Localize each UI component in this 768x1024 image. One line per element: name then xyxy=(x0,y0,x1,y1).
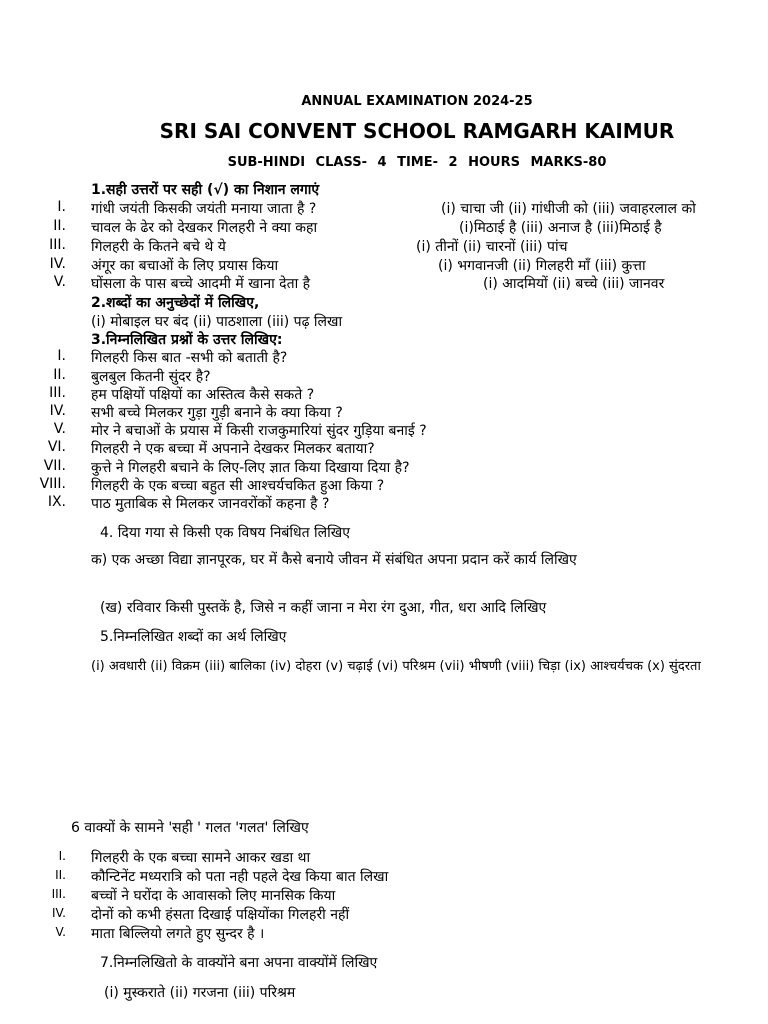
q1-item-options: (i) चाचा जी (ii) गांधीजी को (iii) जवाहरलाल को xyxy=(441,201,696,217)
q6-item-text: माता बिल्लियो लगते हुए सुन्दर है । xyxy=(91,926,265,942)
q3-item-text: गिलहरी ने एक बच्चा में अपनाने देखकर मिलकर बताया? xyxy=(91,441,375,457)
q1-item-options: (i) आदमियों (ii) बच्चे (iii) जानवर xyxy=(483,276,665,292)
q6-item-num: III. xyxy=(51,887,66,901)
q1-item-options: (i)मिठाई है (iii) अनाज है (iii)मिठाई है xyxy=(459,220,662,236)
q3-item-text: मोर ने बचाओं के प्रयास में किसी राजकुमारियां सुंदर गुड़िया बनाई ? xyxy=(91,423,427,439)
q3-item-num: IV. xyxy=(49,403,66,419)
q6-item-num: V. xyxy=(55,925,66,939)
school-name: SRI SAI CONVENT SCHOOL RAMGARH KAIMUR xyxy=(159,119,675,143)
q4-option-b: (ख) रविवार किसी पुस्तकें है, जिसे न कहीं जाना न मेरा रंग दुआ, गीत, धरा आदि लिखिए xyxy=(100,600,547,616)
q3-item-num: III. xyxy=(49,385,66,401)
q1-item-options: (i) तीनों (ii) चारनों (iii) पांच xyxy=(416,239,568,255)
q3-item-text: गिलहरी किस बात -सभी को बताती है? xyxy=(91,350,288,366)
exam-title: ANNUAL EXAMINATION 2024-25 xyxy=(301,94,533,109)
q3-item-num: VI. xyxy=(47,439,66,455)
q6-item-num: IV. xyxy=(51,906,66,920)
q5-words: (i) अवधारी (ii) विक्रम (iii) बालिका (iv) दोहरा (v) चढ़ाई (vi) परिश्रम (vii) भीषणी (viii) चिड़ा (ix) आश्चर्यचक (x) सुंदरता xyxy=(91,659,701,674)
q6-item-num: II. xyxy=(55,868,66,882)
q2-words: (i) मोबाइल घर बंद (ii) पाठशाला (iii) पढ़ लिखा xyxy=(91,314,343,330)
q1-item-num: V. xyxy=(53,274,66,290)
q1-item-text: गांधी जयंती किसकी जयंती मनाया जाता है ? xyxy=(91,201,317,217)
q4-option-a: क) एक अच्छा विद्या ज्ञानपूरक, घर में कैसे बनाये जीवन में संबंधित अपना प्रदान करें कार्य लिखिए xyxy=(91,552,577,568)
q1-item-text: अंगूर का बचाओं के लिए प्रयास किया xyxy=(91,258,279,274)
q3-item-num: VII. xyxy=(43,458,66,474)
q3-item-num: II. xyxy=(53,367,66,383)
q2-heading: 2.शब्दों का अनुच्छेदों में लिखिए, xyxy=(91,295,260,311)
q3-item-text: पाठ मुताबिक से मिलकर जानवरोंकों कहना है ? xyxy=(91,496,330,512)
q1-item-num: II. xyxy=(53,218,66,234)
q1-item-options: (i) भगवानजी (ii) गिलहरी माँ (iii) कुत्ता xyxy=(438,258,646,274)
q6-item-text: कौन्टिनेंट मध्यरात्रि को पता नही पहले देख किया बात लिखा xyxy=(91,869,389,885)
q3-item-text: गिलहरी के एक बच्चा बहुत सी आश्चर्यचकित हुआ किया ? xyxy=(91,478,385,494)
q3-item-num: VIII. xyxy=(39,476,66,492)
q3-item-text: बुलबुल कितनी सुंदर है? xyxy=(91,369,211,385)
q3-item-num: V. xyxy=(53,421,66,437)
q3-heading: 3.निम्नलिखित प्रश्नों के उत्तर लिखिए: xyxy=(91,332,283,348)
q7-heading: 7.निम्नलिखितो के वाक्योंने बना अपना वाक्योंमें लिखिए xyxy=(100,955,378,971)
q6-item-text: दोनों को कभी हंसता दिखाई पक्षियोंका गिलहरी नहीं xyxy=(91,907,350,923)
q3-item-text: हम पक्षियों पक्षियों का अस्तित्व कैसे सकते ? xyxy=(91,387,315,403)
q1-item-text: गिलहरी के कितने बचे थे ये xyxy=(91,239,226,255)
exam-meta: SUB-HINDI CLASS- 4 TIME- 2 HOURS MARKS-80 xyxy=(227,155,607,170)
q1-heading: 1.सही उत्तरों पर सही (√) का निशान लगाएं xyxy=(91,182,320,198)
q1-item-num: IV. xyxy=(49,256,66,272)
q3-item-text: कुत्ते ने गिलहरी बचाने के लिए-लिए ज्ञात किया दिखाया दिया है? xyxy=(91,460,410,476)
q4-heading: 4. दिया गया से किसी एक विषय निबंधित लिखिए xyxy=(100,525,350,541)
q1-item-num: III. xyxy=(49,237,66,253)
q5-heading: 5.निम्नलिखित शब्दों का अर्थ लिखिए xyxy=(100,629,287,645)
q3-item-text: सभी बच्चे मिलकर गुड़ा गुड़ी बनाने के क्या किया ? xyxy=(91,405,343,421)
q6-item-text: गिलहरी के एक बच्चा सामने आकर खडा था xyxy=(91,850,311,866)
q1-item-text: घोंसला के पास बच्चे आदमी में खाना देता है xyxy=(91,276,311,292)
q6-item-text: बच्चों ने घरोंदा के आवासको लिए मानसिक किया xyxy=(91,888,336,904)
q7-words: (i) मुस्कराते (ii) गरजना (iii) परिश्रम xyxy=(104,985,296,1001)
q1-item-text: चावल के ढेर को देखकर गिलहरी ने क्या कहा xyxy=(91,220,318,236)
q3-item-num: IX. xyxy=(47,494,66,510)
q1-item-num: I. xyxy=(57,199,66,215)
q3-item-num: I. xyxy=(57,348,66,364)
q6-item-num: I. xyxy=(58,849,66,863)
q6-heading: 6 वाक्यों के सामने 'सही ' गलत 'गलत' लिखिए xyxy=(71,820,309,836)
